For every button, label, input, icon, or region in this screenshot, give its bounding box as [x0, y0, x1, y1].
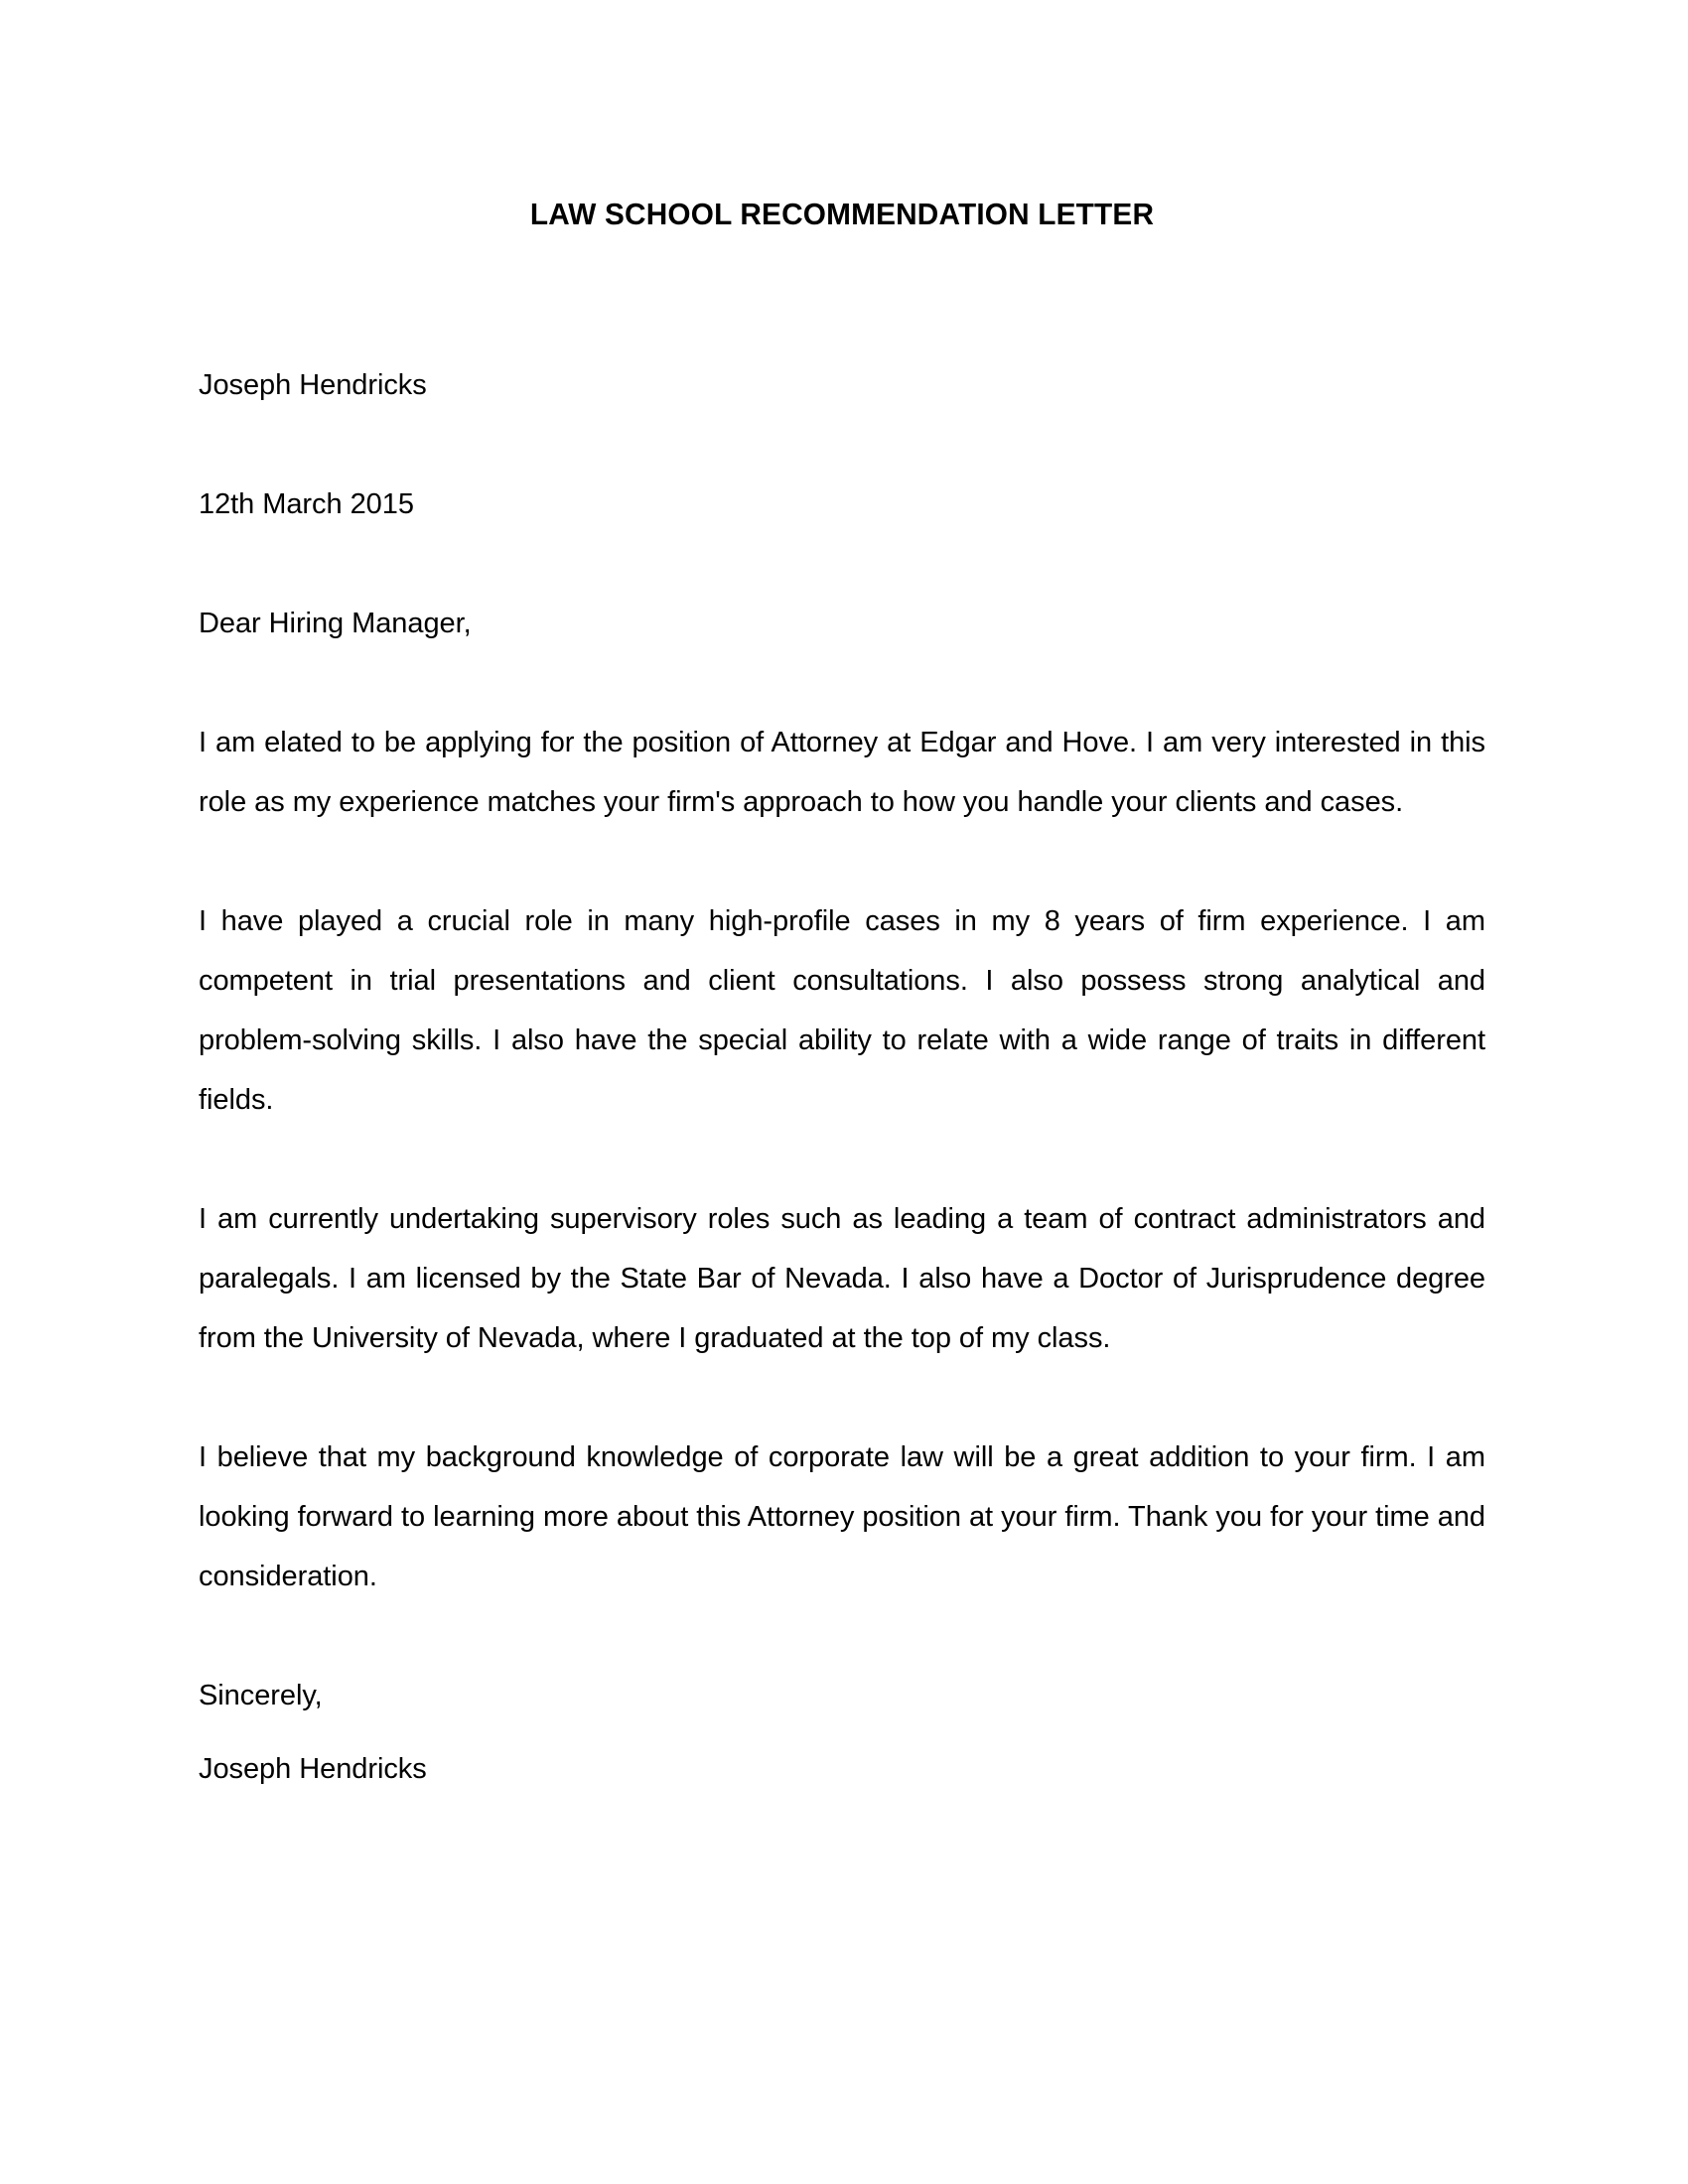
body-paragraph-2: I have played a crucial role in many high-profile cases in my 8 years of firm experience. I am competent in trial presentations and client consultations. I also possess strong analytical and problem-solving skills. I also have the special ability to relate with a wide range of traits in different fields.	[199, 905, 1485, 1116]
body-paragraph-1: I am elated to be applying for the position of Attorney at Edgar and Hove. I am very interested in this role as my experience matches your firm's approach to how you handle your clients and cases.	[199, 727, 1485, 818]
letter-body	[199, 355, 1485, 1799]
signature-name: Joseph Hendricks	[199, 1753, 427, 1785]
closing-block	[199, 1666, 1485, 1799]
letter-date: 12th March 2015	[199, 488, 414, 520]
page-title: LAW SCHOOL RECOMMENDATION LETTER	[529, 197, 1155, 231]
letter-content	[199, 0, 1485, 1799]
body-paragraph-4: I believe that my background knowledge of corporate law will be a great addition to your firm. I am looking forward to learning more about this Attorney position at your firm. Thank you for your time and consideration.	[199, 1441, 1485, 1592]
body-paragraph-3: I am currently undertaking supervisory roles such as leading a team of contract administrators and paralegals. I am licensed by the State Bar of Nevada. I also have a Doctor of Jurisprudence degree from the University of Nevada, where I graduated at the top of my class.	[199, 1203, 1485, 1354]
closing-phrase: Sincerely,	[199, 1680, 323, 1711]
salutation: Dear Hiring Manager,	[199, 608, 472, 639]
sender-name: Joseph Hendricks	[199, 369, 427, 401]
